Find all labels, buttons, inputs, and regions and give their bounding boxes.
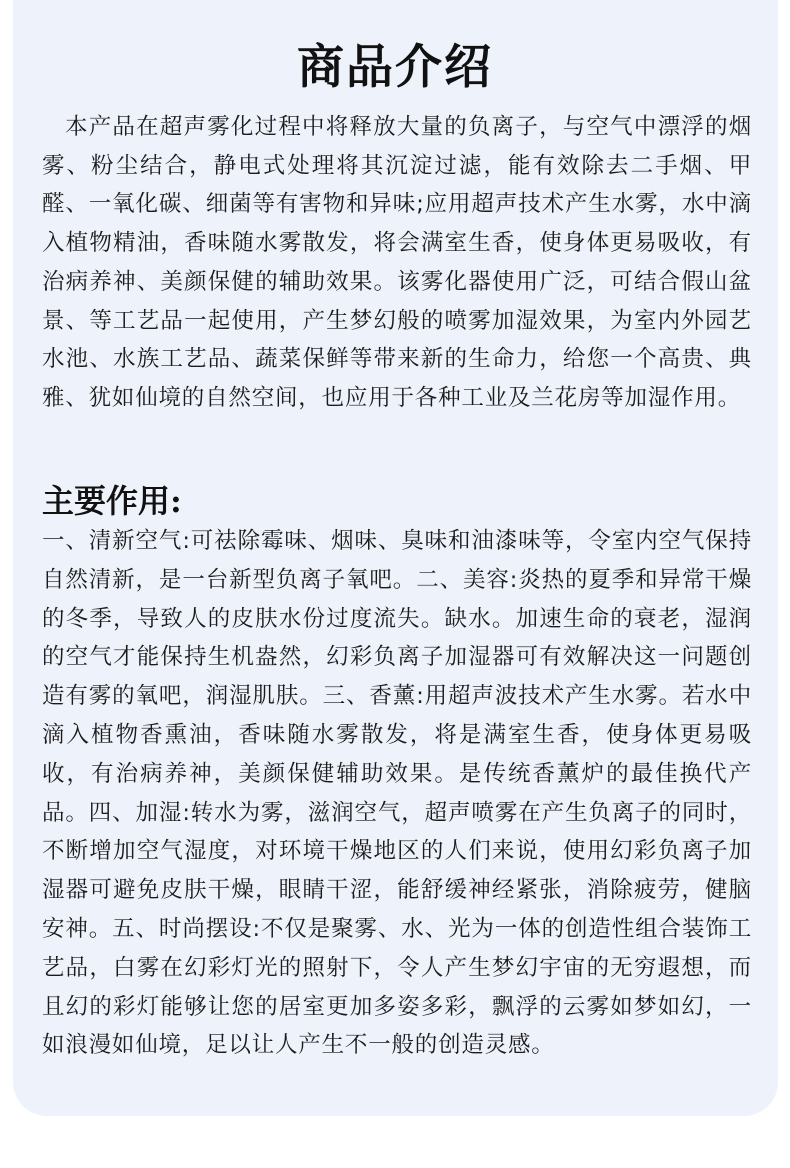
intro-paragraph: 本产品在超声雾化过程中将释放大量的负离子，与空气中漂浮的烟雾、粉尘结合，静电式处理将其沉淀过滤，能有效除去二手烟、甲醛、一氧化碳、细菌等有害物和异味;应用超声技术产生水雾，水中滴入植物精油，香味随水雾散发，将会满室生香，使身体更易吸收，有治病养神、美颜保健的辅助效果。该雾化器使用广泛，可结合假山盆景、等工艺品一起使用，产生梦幻般的喷雾加湿效果，为室内外园艺水池、水族工艺品、蔬菜保鲜等带来新的生命力，给您一个高贵、典雅、犹如仙境的自然空间，也应用于各种工业及兰花房等加湿作用。 — [42, 114, 752, 411]
functions-heading: 主要作用: — [42, 482, 182, 520]
page-title: 商品介绍 — [297, 40, 493, 95]
functions-paragraph: 一、清新空气:可祛除霉味、烟味、臭味和油漆味等，令室内空气保持自然清新，是一台新型负离子氧吧。二、美容:炎热的夏季和异常干燥的冬季，导致人的皮肤水份过度流失。缺水。加速生命的衰老，湿润的空气才能保持生机盎然，幻彩负离子加湿器可有效解决这一问题创造有雾的氧吧，润湿肌肤。三、香薰:用超声波技术产生水雾。若水中滴入植物香熏油，香味随水雾散发，将是满室生香，使身体更易吸收，有治病养神，美颜保健辅助效果。是传统香薰炉的最佳换代产品。四、加湿:转水为雾，滋润空气，超声喷雾在产生负离子的同时，不断增加空气湿度，对环境干燥地区的人们来说，使用幻彩负离子加湿器可避免皮肤干燥，眼睛干涩，能舒缓神经紧张，消除疲劳，健脑安神。五、时尚摆设:不仅是聚雾、水、光为一体的创造性组合装饰工艺品，白雾在幻彩灯光的照射下，令人产生梦幻宇宙的无穷遐想，而且幻的彩灯能够让您的居室更加多姿多彩，飘浮的云雾如梦如幻，一如浪漫如仙境，足以让人产生不一般的创造灵感。 — [42, 528, 752, 1059]
